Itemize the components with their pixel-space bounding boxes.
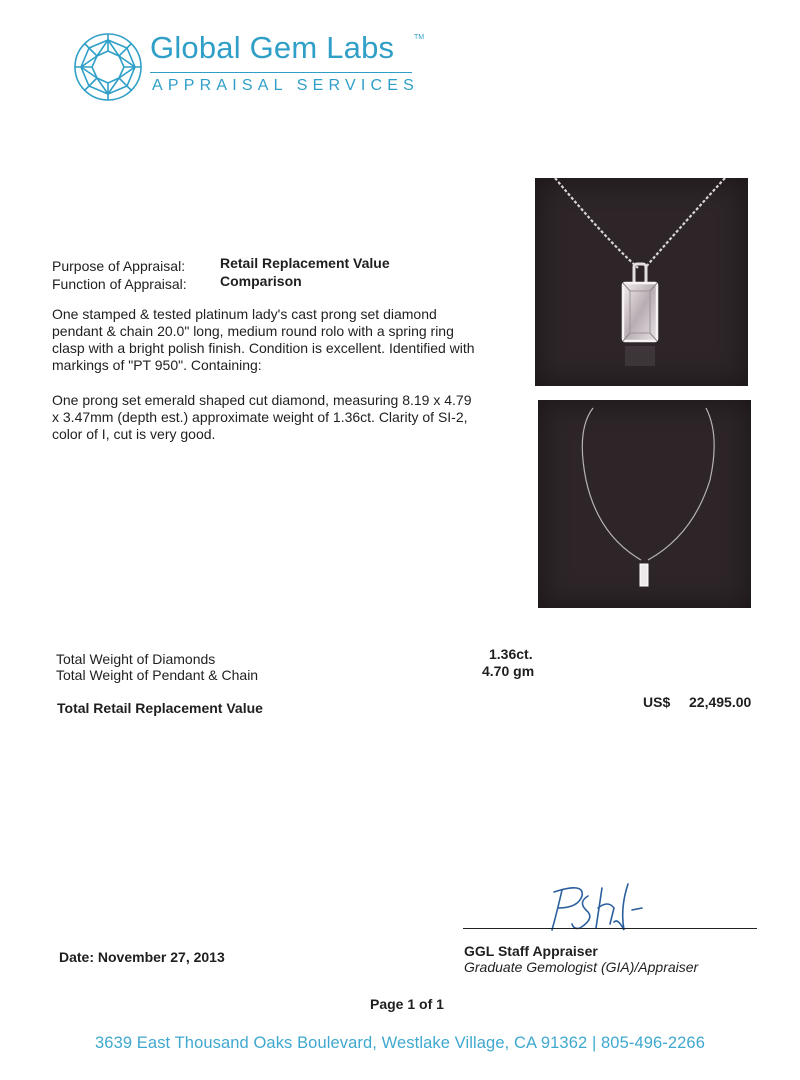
- pendant-weight-label: Total Weight of Pendant & Chain: [56, 667, 259, 683]
- appraiser-credentials: Graduate Gemologist (GIA)/Appraiser: [464, 959, 699, 975]
- currency-label: US$: [643, 694, 671, 710]
- diamond-logo-icon: [72, 31, 144, 103]
- necklace-full-icon: [538, 400, 751, 608]
- logo-divider: [150, 72, 412, 73]
- function-value: Comparison: [220, 273, 302, 289]
- appraisal-date: Date: November 27, 2013: [59, 949, 225, 965]
- footer-address: 3639 East Thousand Oaks Boulevard, Westlake Village, CA 91362 | 805-496-2266: [95, 1034, 705, 1052]
- appraiser-signature-icon: [540, 878, 650, 938]
- purpose-value: Retail Replacement Value: [220, 255, 390, 271]
- pendant-weight-value: 4.70 gm: [482, 663, 535, 679]
- page-number: Page 1 of 1: [370, 996, 444, 1012]
- purpose-label: Purpose of Appraisal:: [52, 258, 186, 274]
- item-description: One stamped & tested platinum lady's cast prong set diamond pendant & chain 20.0" long, medium round rolo with a spring ring clasp with a bright polish finish. Condition is excellent. Identified with markings of "PT 950". Containing:: [52, 306, 475, 373]
- function-label: Function of Appraisal:: [52, 276, 187, 292]
- diamonds-weight-value: 1.36ct.: [489, 646, 533, 662]
- necklace-full-photo: [538, 400, 751, 608]
- company-subtitle: APPRAISAL SERVICES: [152, 77, 420, 94]
- pendant-closeup-photo: [535, 178, 748, 386]
- retail-value-amount: 22,495.00: [689, 694, 752, 710]
- company-name: Global Gem Labs: [150, 30, 395, 65]
- diamond-description: One prong set emerald shaped cut diamond, measuring 8.19 x 4.79 x 3.47mm (depth est.) approximate weight of 1.36ct. Clarity of SI-2, color of I, cut is very good.: [52, 392, 472, 442]
- appraiser-name: GGL Staff Appraiser: [464, 943, 598, 959]
- diamonds-weight-label: Total Weight of Diamonds: [56, 651, 216, 667]
- signature-line: [463, 928, 757, 929]
- retail-value-label: Total Retail Replacement Value: [57, 700, 263, 716]
- pendant-closeup-icon: [535, 178, 748, 386]
- trademark-mark: TM: [414, 34, 425, 41]
